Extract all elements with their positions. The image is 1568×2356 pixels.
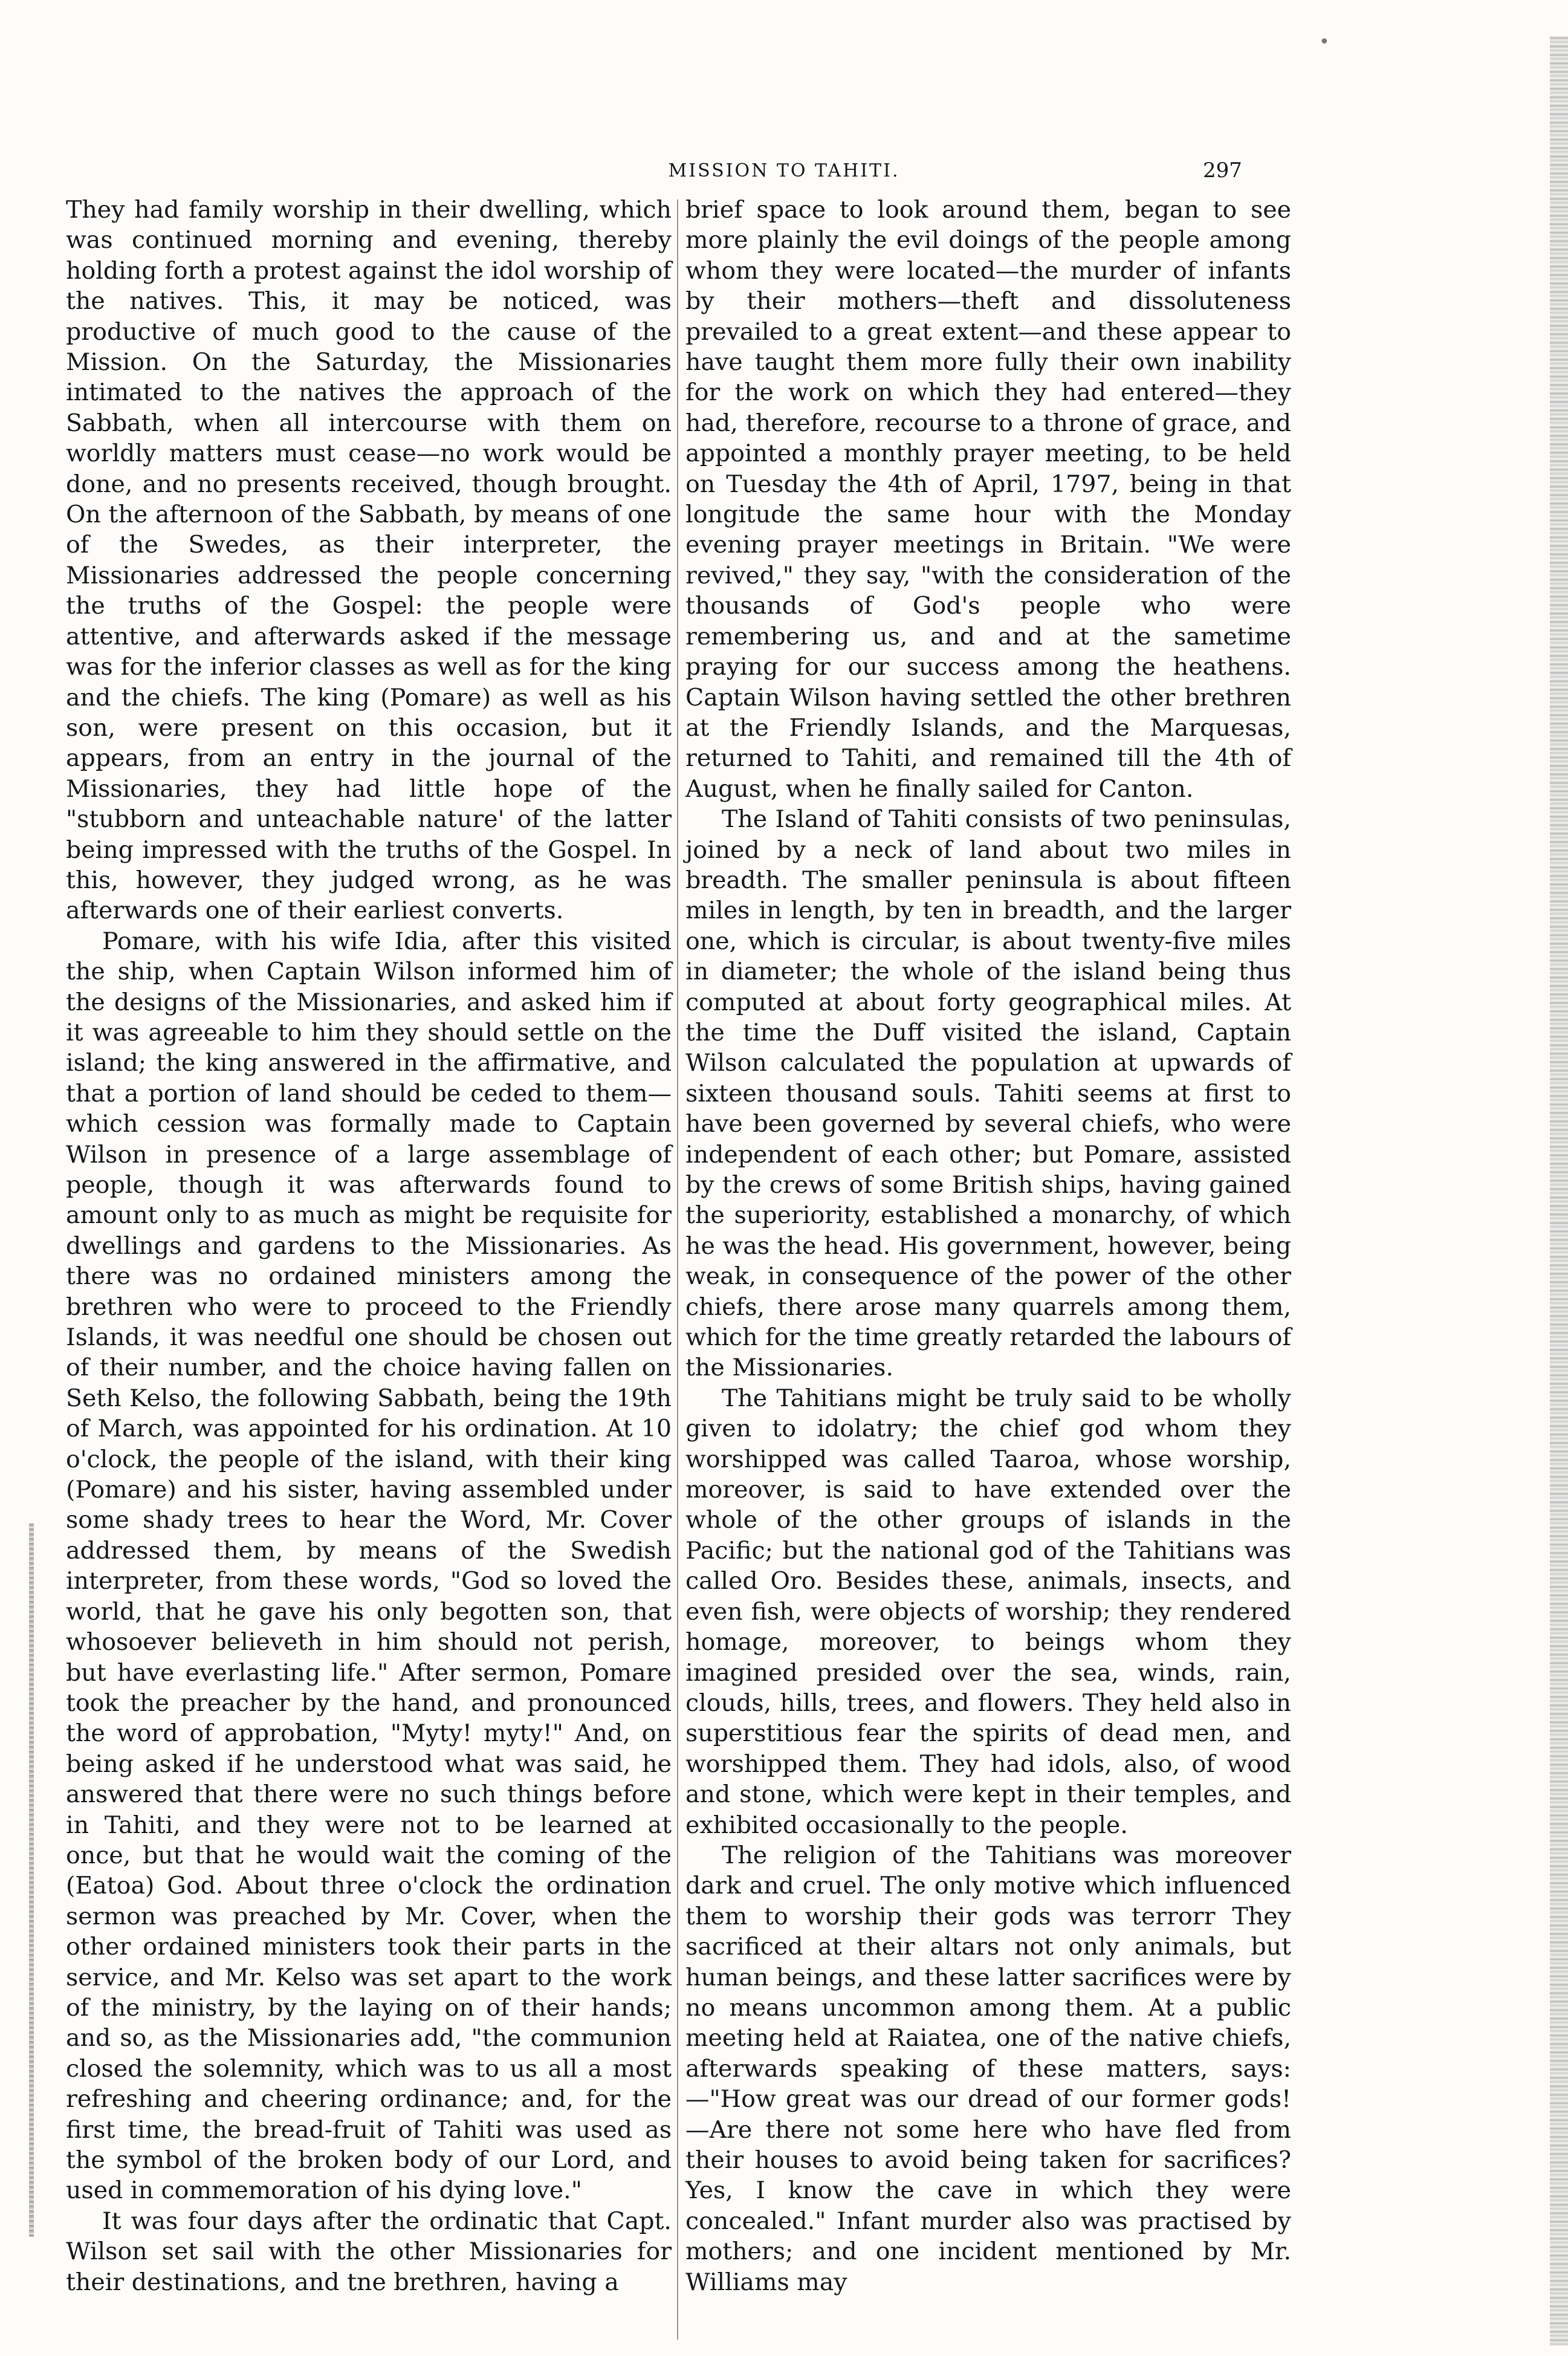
running-title: MISSION TO TAHITI.	[668, 160, 900, 181]
left-column	[66, 195, 672, 2297]
paragraph: It was four days after the ordinatic that Capt. Wilson set sail with the other Missionaries for their destinations, and tne brethren, having a	[66, 2207, 672, 2296]
paragraph: The Tahitians might be truly said to be wholly given to idolatry; the chief god whom they worshipped was called Taaroa, whose worship, moreover, is said to have extended over the whole of the other groups of islands in the Pacific; but the national god of the Tahitians was called Oro. Besides these, animals, insects, and even fish, were objects of worship; they rendered homage, moreover, to beings whom they imagined presided over the sea, winds, rain, clouds, hills, trees, and flowers. They held also in superstitious fear the spirits of dead men, and worshipped them. They had idols, also, of wood and stone, which were kept in their temples, and exhibited occasionally to the people.	[685, 1384, 1291, 1839]
binding-shadow	[29, 1524, 34, 2237]
page-edge-shadow	[1550, 36, 1568, 2346]
paragraph: Pomare, with his wife Idia, after this visited the ship, when Captain Wilson informed him of the designs of the Missionaries, and asked him if it was agreeable to him they should settle on the island; the king answered in the affirmative, and that a portion of land should be ceded to them—which cession was formally made to Captain Wilson in presence of a large assemblage of people, though it was afterwards found to amount only to as much as might be requisite for dwellings and gardens to the Missionaries. As there was no ordained ministers among the brethren who were to proceed to the Friendly Islands, it was needful one should be chosen out of their number, and the choice having fallen on Seth Kelso, the following Sabbath, being the 19th of March, was appointed for his ordination. At 10 o'clock, the people of the island, with their king (Pomare) and his sister, having assembled under some shady trees to hear the Word, Mr. Cover addressed them, by means of the Swedish interpreter, from these words, "God so loved the world, that he gave his only begotten son, that whosoever believeth in him should not perish, but have everlasting life." After sermon, Pomare took the preacher by the hand, and pronounced the word of approbation, "Myty! myty!" And, on being asked if he understood what was said, he answered that there were no such things before in Tahiti, and they were not to be learned at once, but that he would wait the coming of the (Eatoa) God. About three o'clock the ordination sermon was preached by Mr. Cover, when the other ordained ministers took their parts in the service, and Mr. Kelso was set apart to the work of the ministry, by the laying on of their hands; and so, as the Missionaries add, "the communion closed the solemnity, which was to us all a most refreshing and cheering ordinance; and, for the first time, the bread-fruit of Tahiti was used as the symbol of the broken body of our Lord, and used in commemoration of his dying love."	[66, 927, 672, 2205]
column-divider	[677, 200, 678, 2340]
paragraph: The religion of the Tahitians was moreover dark and cruel. The only motive which influenced them to worship their gods was terrorr They sacrificed at their altars not only animals, but human beings, and these latter sacrifices were by no means uncommon among them. At a public meeting held at Raiatea, one of the native chiefs, afterwards speaking of these matters, says:—"How great was our dread of our former gods!—Are there not some here who have fled from their houses to avoid being taken for sacrifices? Yes, I know the cave in which they were concealed." Infant murder also was practised by mothers; and one incident mentioned by Mr. Williams may	[685, 1841, 1291, 2296]
page-number: 297	[1203, 158, 1242, 183]
paragraph: They had family worship in their dwelling, which was continued morning and evening, thereby holding forth a protest against the idol worship of the natives. This, it may be noticed, was productive of much good to the cause of the Mission. On the Saturday, the Missionaries intimated to the natives the approach of the Sabbath, when all intercourse with them on worldly matters must cease—no work would be done, and no presents received, though brought. On the afternoon of the Sabbath, by means of one of the Swedes, as their interpreter, the Missionaries addressed the people concerning the truths of the Gospel: the people were attentive, and afterwards asked if the message was for the inferior classes as well as for the king and the chiefs. The king (Pomare) as well as his son, were present on this occasion, but it appears, from an entry in the journal of the Missionaries, they had little hope of the "stubborn and unteachable nature' of the latter being impressed with the truths of the Gospel. In this, however, they judged wrong, as he was afterwards one of their earliest converts.	[66, 196, 672, 925]
scan-artifact-mark: •	[1319, 31, 1330, 53]
paragraph: brief space to look around them, began to see more plainly the evil doings of the people among whom they were located—the murder of infants by their mothers—theft and dissoluteness prevailed to a great extent—and these appear to have taught them more fully their own inability for the work on which they had entered—they had, therefore, recourse to a throne of grace, and appointed a monthly prayer meeting, to be held on Tuesday the 4th of April, 1797, being in that longitude the same hour with the Monday evening prayer meetings in Britain. "We were revived," they say, "with the consideration of the thousands of God's people who were remembering us, and and at the sametime praying for our success among the heathens. Captain Wilson having settled the other brethren at the Friendly Islands, and the Marquesas, returned to Tahiti, and remained till the 4th of August, when he finally sailed for Canton.	[685, 196, 1291, 803]
paragraph: The Island of Tahiti consists of two peninsulas, joined by a neck of land about two miles in breadth. The smaller peninsula is about fifteen miles in length, by ten in breadth, and the larger one, which is circular, is about twenty-five miles in diameter; the whole of the island being thus computed at about forty geographical miles. At the time the Duff visited the island, Captain Wilson calculated the population at upwards of sixteen thousand souls. Tahiti seems at first to have been governed by several chiefs, who were independent of each other; but Pomare, assisted by the crews of some British ships, having gained the superiority, established a monarchy, of which he was the head. His government, however, being weak, in consequence of the power of the other chiefs, there arose many quarrels among them, which for the time greatly retarded the labours of the Missionaries.	[685, 805, 1291, 1382]
right-column	[685, 195, 1291, 2297]
